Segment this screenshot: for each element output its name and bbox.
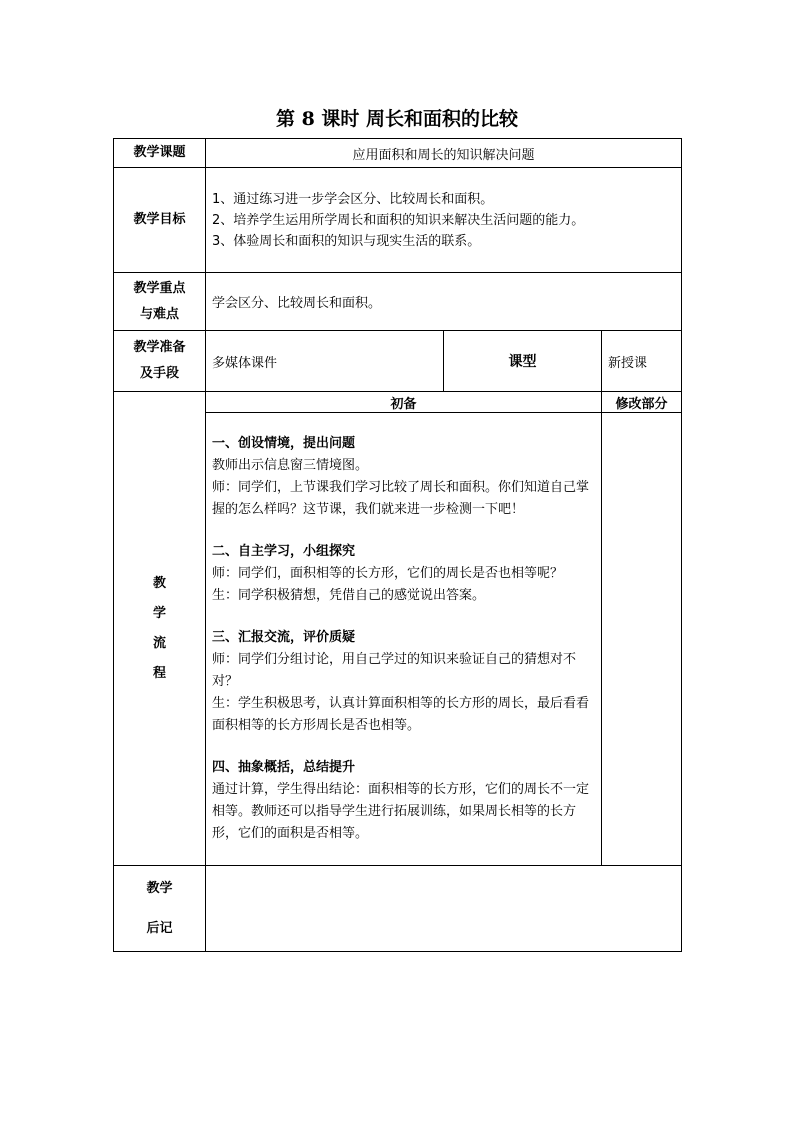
flow-header-row (114, 392, 682, 413)
lesson-type-label: 课型 (444, 331, 602, 392)
flow-label-char: 程 (152, 665, 166, 681)
section-line: 师：同学们分组讨论，用自己学过的知识来验证自己的猜想对不对？ (212, 652, 577, 689)
afterword-row (114, 866, 682, 952)
section-line: 教师出示信息窗三情境图。 (212, 458, 369, 473)
goal-item: 1、通过练习进一步学会区分、比较周长和面积。 (212, 191, 494, 207)
topic-row (114, 139, 682, 168)
flow-label (114, 392, 206, 866)
flow-label-char: 学 (152, 605, 166, 621)
section-title: 一、创设情境，提出问题 (212, 436, 356, 451)
afterword-label-line2: 后记 (146, 920, 173, 936)
document-title: 第 8 课时 周长和面积的比较 (275, 108, 519, 130)
goal-item: 2、培养学生运用所学周长和面积的知识来解决生活问题的能力。 (212, 212, 585, 228)
lesson-type-value: 新授课 (602, 331, 682, 392)
afterword-label-line1: 教学 (146, 880, 173, 896)
afterword-content (206, 866, 682, 952)
goals-list (206, 168, 682, 273)
flow-label-char: 教 (152, 575, 166, 591)
topic-label: 教学课题 (114, 139, 206, 168)
section-line: 师：同学们，面积相等的长方形，它们的周长是否也相等呢？ (212, 566, 564, 581)
keypoints-row (114, 273, 682, 331)
goals-row (114, 168, 682, 273)
flow-label-char: 流 (152, 635, 166, 651)
keypoints-label (114, 273, 206, 331)
section-line: 师：同学们，上节课我们学习比较了周长和面积。你们知道自己掌握的怎么样吗？这节课，我们就来进一步检测一下吧！ (212, 480, 590, 517)
prep-row (114, 331, 682, 392)
revise-header: 修改部分 (602, 392, 682, 413)
draft-header: 初备 (206, 392, 602, 413)
keypoints-value: 学会区分、比较周长和面积。 (206, 273, 682, 331)
revise-content (602, 413, 682, 866)
flow-content (206, 413, 602, 866)
section-line: 生：学生积极思考，认真计算面积相等的长方形的周长，最后看看面积相等的长方形周长是否也相等。 (212, 696, 590, 733)
prep-label-line2: 及手段 (139, 366, 179, 381)
topic-value: 应用面积和周长的知识解决问题 (206, 139, 682, 168)
prep-label (114, 331, 206, 392)
goal-item: 3、体验周长和面积的知识与现实生活的联系。 (212, 233, 481, 249)
section-line: 生：同学积极猜想，凭借自己的感觉说出答案。 (212, 588, 486, 603)
keypoints-label-line2: 与难点 (139, 306, 179, 322)
section-title: 二、自主学习，小组探究 (212, 544, 356, 559)
section-title: 三、汇报交流，评价质疑 (212, 630, 356, 645)
keypoints-label-line1: 教学重点 (133, 280, 186, 296)
section-title: 四、抽象概括，总结提升 (212, 760, 356, 775)
section-line: 通过计算，学生得出结论：面积相等的长方形，它们的周长不一定相等。教师还可以指导学生进行拓展训练，如果周长相等的长方形，它们的面积是否相等。 (212, 782, 590, 841)
prep-value: 多媒体课件 (206, 331, 444, 392)
goals-label: 教学目标 (114, 168, 206, 273)
lesson-plan-table (113, 138, 682, 952)
afterword-label (114, 866, 206, 952)
prep-label-line1: 教学准备 (133, 340, 186, 355)
